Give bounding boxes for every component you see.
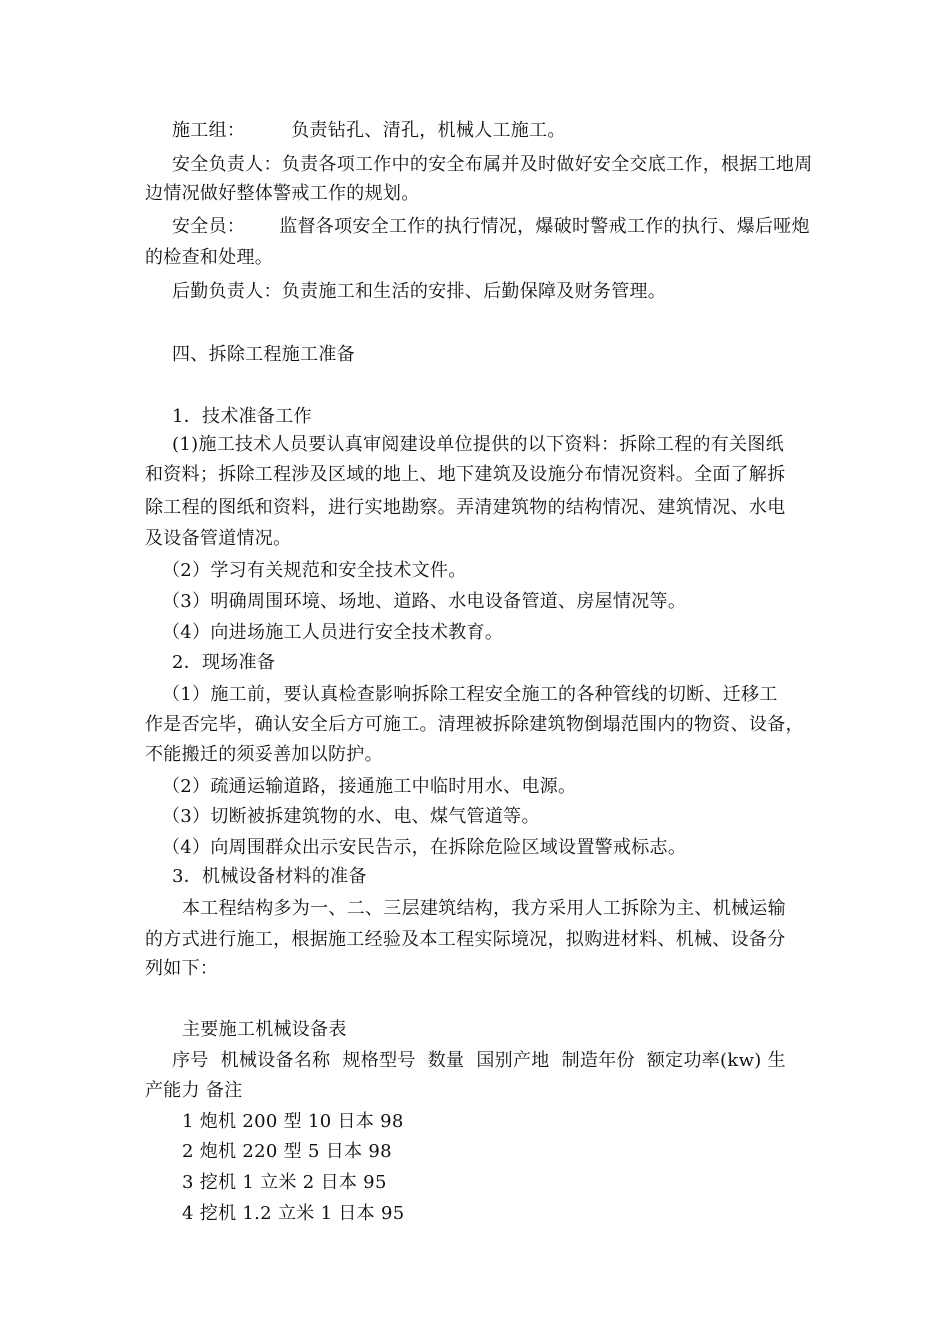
- site-p1-line2: 作是否完毕，确认安全后方可施工。清理被拆除建筑物倒塌范围内的物资、设备，: [145, 714, 804, 735]
- role-safety-lead-line2: 边情况做好整体警戒工作的规划。: [145, 183, 420, 204]
- site-p1-line1: （1）施工前，要认真检查影响拆除工程安全施工的各种管线的切断、迁移工: [162, 684, 778, 705]
- role-label: 安全员：: [172, 216, 246, 237]
- tech-p1-line1: (1)施工技术人员要认真审阅建设单位提供的以下资料：拆除工程的有关图纸: [172, 434, 784, 455]
- role-text: 负责钻孔、清孔，机械人工施工。: [291, 120, 566, 141]
- site-heading: 2．现场准备: [172, 652, 276, 673]
- table-title: 主要施工机械设备表: [182, 1019, 347, 1040]
- equipment-p1-line3: 列如下：: [145, 958, 219, 979]
- tech-p3: （3）明确周围环境、场地、道路、水电设备管道、房屋情况等。: [162, 591, 687, 612]
- tech-p1-line2: 和资料；拆除工程涉及区域的地上、地下建筑及设施分布情况资料。全面了解拆: [145, 464, 786, 485]
- role-safety-officer-line2: 的检查和处理。: [145, 247, 274, 268]
- site-p4: （4）向周围群众出示安民告示，在拆除危险区域设置警戒标志。: [162, 837, 687, 858]
- section-title: 四、拆除工程施工准备: [172, 344, 355, 365]
- equipment-heading: 3．机械设备材料的准备: [172, 866, 367, 887]
- site-p2: （2）疏通运输道路，接通施工中临时用水、电源。: [162, 776, 577, 797]
- role-logistics-lead: 后勤负责人：负责施工和生活的安排、后勤保障及财务管理。: [172, 281, 667, 302]
- table-row: 4 挖机 1.2 立米 1 日本 95: [182, 1203, 405, 1224]
- site-p1-line3: 不能搬迁的须妥善加以防护。: [145, 744, 383, 765]
- equipment-p1-line1: 本工程结构多为一、二、三层建筑结构，我方采用人工拆除为主、机械运输: [182, 898, 786, 919]
- role-safety-officer: [172, 215, 810, 239]
- table-header-line1: 序号 机械设备名称 规格型号 数量 国别产地 制造年份 额定功率(kw) 生: [172, 1050, 786, 1071]
- equipment-p1-line2: 的方式进行施工，根据施工经验及本工程实际境况，拟购进材料、机械、设备分: [145, 929, 786, 950]
- table-header-line2: 产能力 备注: [145, 1080, 243, 1101]
- role-label: 施工组：: [172, 120, 246, 141]
- table-row: 3 挖机 1 立米 2 日本 95: [182, 1172, 387, 1193]
- role-safety-lead-line1: 安全负责人：负责各项工作中的安全布属并及时做好安全交底工作，根据工地周: [172, 154, 813, 175]
- tech-heading: 1．技术准备工作: [172, 406, 312, 427]
- role-text: 监督各项安全工作的执行情况，爆破时警戒工作的执行、爆后哑炮: [279, 216, 810, 237]
- table-row: 1 炮机 200 型 10 日本 98: [182, 1111, 404, 1132]
- tech-p2: （2）学习有关规范和安全技术文件。: [162, 560, 467, 581]
- site-p3: （3）切断被拆建筑物的水、电、煤气管道等。: [162, 806, 540, 827]
- tech-p4: （4）向进场施工人员进行安全技术教育。: [162, 622, 504, 643]
- role-construction-team: [172, 119, 566, 143]
- tech-p1-line3: 除工程的图纸和资料，进行实地勘察。弄清建筑物的结构情况、建筑情况、水电: [145, 497, 786, 518]
- tech-p1-line4: 及设备管道情况。: [145, 528, 292, 549]
- table-row: 2 炮机 220 型 5 日本 98: [182, 1141, 392, 1162]
